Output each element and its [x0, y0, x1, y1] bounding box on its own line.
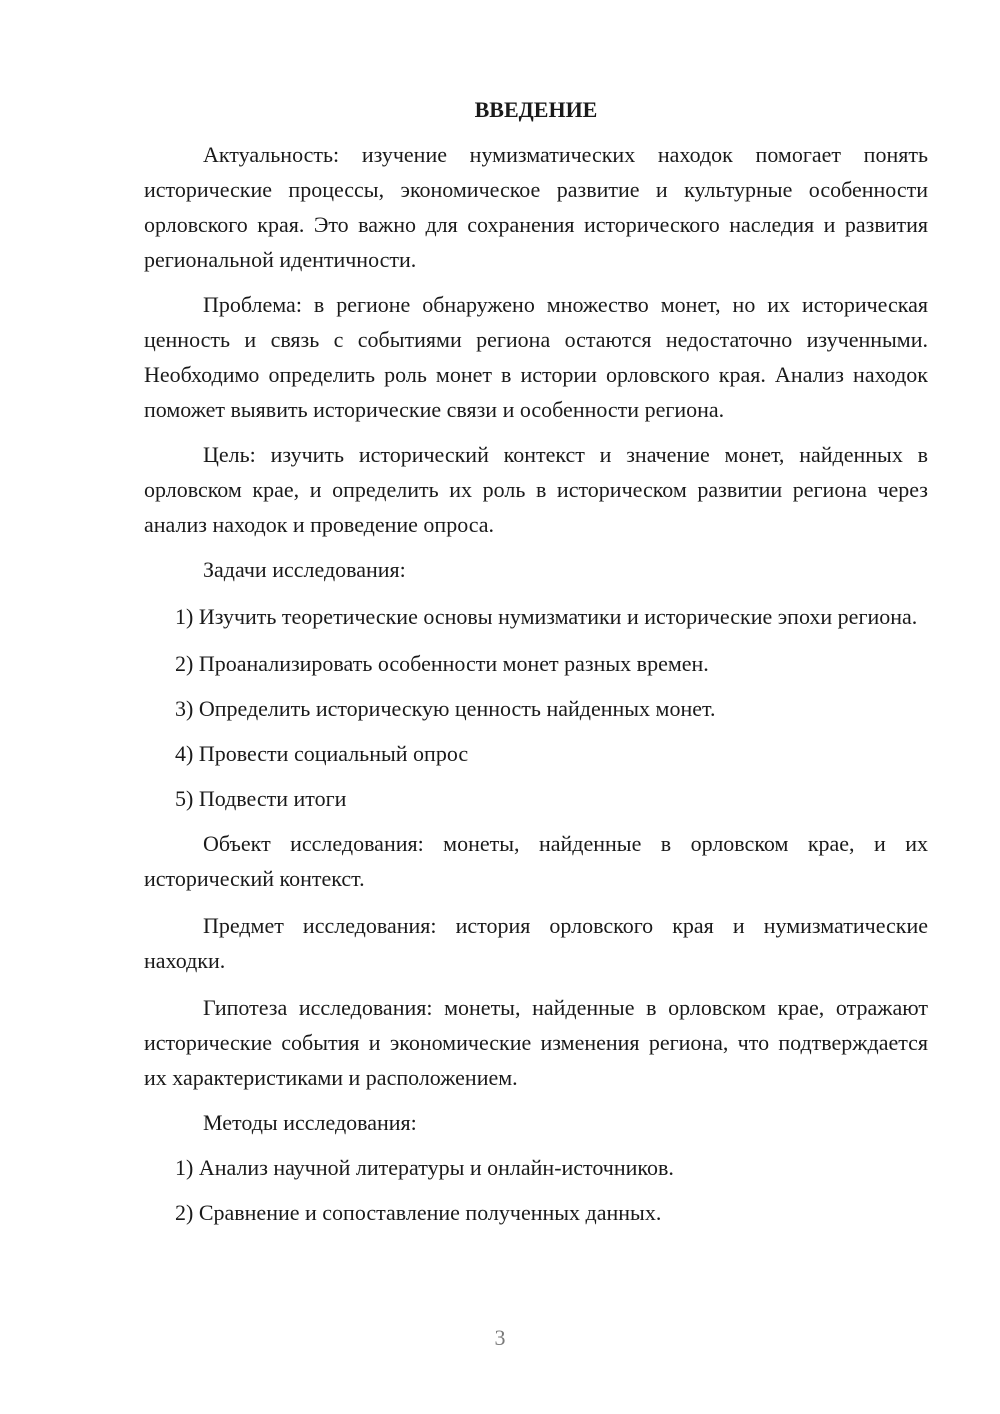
tasks-heading: Задачи исследования:: [203, 557, 406, 582]
task-item-5: 5) Подвести итоги: [175, 786, 347, 811]
method-item-2: 2) Сравнение и сопоставление полученных данных.: [175, 1200, 662, 1225]
methods-heading: Методы исследования:: [203, 1110, 417, 1135]
paragraph-relevance: Актуальность: изучение нумизматических находок помогает понять исторические процессы, экономическое развитие и культурные особенности орловского края. Это важно для сохранения исторического наследия и развития региональной идентичности.: [144, 142, 928, 272]
document-page: [144, 92, 928, 1230]
paragraph-subject: Предмет исследования: история орловского края и нумизматические находки.: [144, 913, 928, 973]
paragraph-problem: Проблема: в регионе обнаружено множество монет, но их историческая ценность и связь с событиями региона остаются недостаточно изученными. Необходимо определить роль монет в истории орловского края. Анализ находок поможет выявить исторические связи и особенности региона.: [144, 292, 928, 422]
task-item-4: 4) Провести социальный опрос: [175, 741, 469, 766]
paragraph-object: Объект исследования: монеты, найденные в орловском крае, и их исторический контекст.: [144, 831, 928, 891]
section-title: ВВЕДЕНИЕ: [474, 97, 598, 122]
task-item-2: 2) Проанализировать особенности монет разных времен.: [175, 651, 709, 676]
task-item-1: 1) Изучить теоретические основы нумизматики и исторические эпохи региона.: [175, 604, 918, 629]
paragraph-goal: Цель: изучить исторический контекст и значение монет, найденных в орловском крае, и определить их роль в историческом развитии региона через анализ находок и проведение опроса.: [144, 442, 928, 537]
method-item-1: 1) Анализ научной литературы и онлайн-источников.: [175, 1155, 674, 1180]
page-number: 3: [494, 1325, 506, 1350]
paragraph-hypothesis: Гипотеза исследования: монеты, найденные в орловском крае, отражают исторические события и экономические изменения региона, что подтверждается их характеристиками и расположением.: [144, 995, 928, 1090]
task-item-3: 3) Определить историческую ценность найденных монет.: [175, 696, 716, 721]
